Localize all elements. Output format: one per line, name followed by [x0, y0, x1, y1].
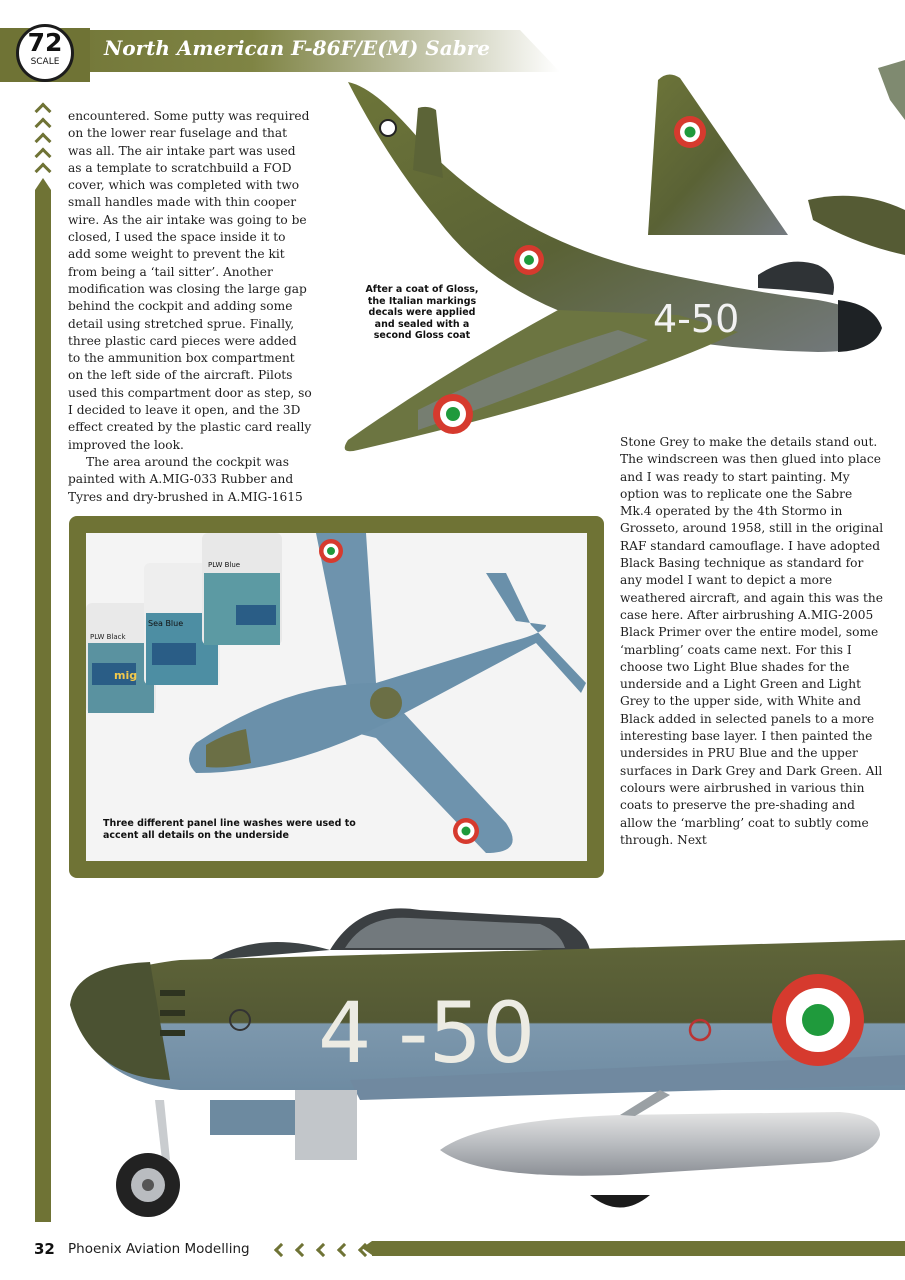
aircraft-code-top: 4-50 — [653, 297, 740, 341]
scale-badge — [16, 24, 74, 82]
side-chevron-stack — [33, 102, 53, 179]
paragraph: The area around the cockpit was painted with A.MIG-033 Rubber and Tyres and dry-brushed in A.MIG-1615 — [68, 454, 303, 504]
svg-text:Sea Blue: Sea Blue — [148, 619, 184, 628]
chevron-left-icon — [295, 1243, 309, 1257]
footer-rail-arrow-icon — [362, 1241, 372, 1255]
photo-caption: Three different panel line washes were used to accent all details on the underside — [103, 818, 356, 841]
photo-sabre-side-view — [60, 890, 905, 1225]
page-title: North American F-86F/E(M) Sabre — [104, 36, 490, 60]
footer-rail — [372, 1241, 905, 1256]
photo-caption: After a coat of Gloss, the Italian markings decals were applied and sealed with a second Gloss coat — [365, 284, 479, 341]
chevron-left-icon — [337, 1243, 351, 1257]
svg-text:PLW Blue: PLW Blue — [208, 561, 241, 569]
chevron-left-icon — [274, 1243, 288, 1257]
scale-number: 72 — [27, 28, 63, 57]
side-rail — [35, 190, 51, 1222]
chevron-left-icon — [316, 1243, 330, 1257]
magazine-name: Phoenix Aviation Modelling — [68, 1241, 250, 1257]
aircraft-code-large: 4 -50 — [318, 984, 536, 1082]
svg-text:PLW Black: PLW Black — [90, 633, 126, 641]
paint-jar — [202, 533, 282, 645]
article-left-column — [68, 108, 312, 506]
side-rail-arrow-icon — [35, 178, 51, 190]
paragraph: encountered. Some putty was required on the lower rear fuselage and that was all. The air intake part was used as a template to scratchbuild a FOD cover, which was completed with two small handles made with thin cooper wire. As the air intake was going to be closed, I used the space inside it to add some weight to prevent the kit from being a ‘tail sitter’. Another modification was closing the large gap behind the cockpit and adding some detail using stretched sprue. Finally, three plastic card pieces were added to the ammunition box compartment on the left side of the aircraft. Pilots used this compartment door as step, so I decided to leave it open, and the 3D effect created by the plastic card really improved the look. — [68, 109, 312, 452]
chevron-up-icon — [35, 163, 52, 180]
svg-text:mig: mig — [114, 669, 138, 682]
photo-sabre-underside — [86, 533, 587, 861]
scale-label: SCALE — [30, 57, 60, 67]
article-right-column: Stone Grey to make the details stand out. The windscreen was then glued into place and I was ready to start painting. My option was to replicate one the Sabre Mk.4 operated by the 4th Stormo in Grosseto, around 1958, still in the original RAF standard camouflage. I have adopted Black Basing technique as standard for any model I want to depict a more weathered aircraft, and again this was the case here. After airbrushing A.MIG-2005 Black Primer over the entire model, some ‘marbling’ coats came next. For this I choose two Light Blue shades for the underside and a Light Green and Light Grey to the upper side, with White and Black added in selected panels to a more interesting base layer. I then painted the undersides in PRU Blue and the upper surfaces in Dark Grey and Dark Green. All colours were airbrushed in various thin coats to preserve the pre-shading and allow the ‘marbling’ coat to subtly come through. Next — [620, 435, 884, 847]
page-number: 32 — [34, 1240, 55, 1258]
